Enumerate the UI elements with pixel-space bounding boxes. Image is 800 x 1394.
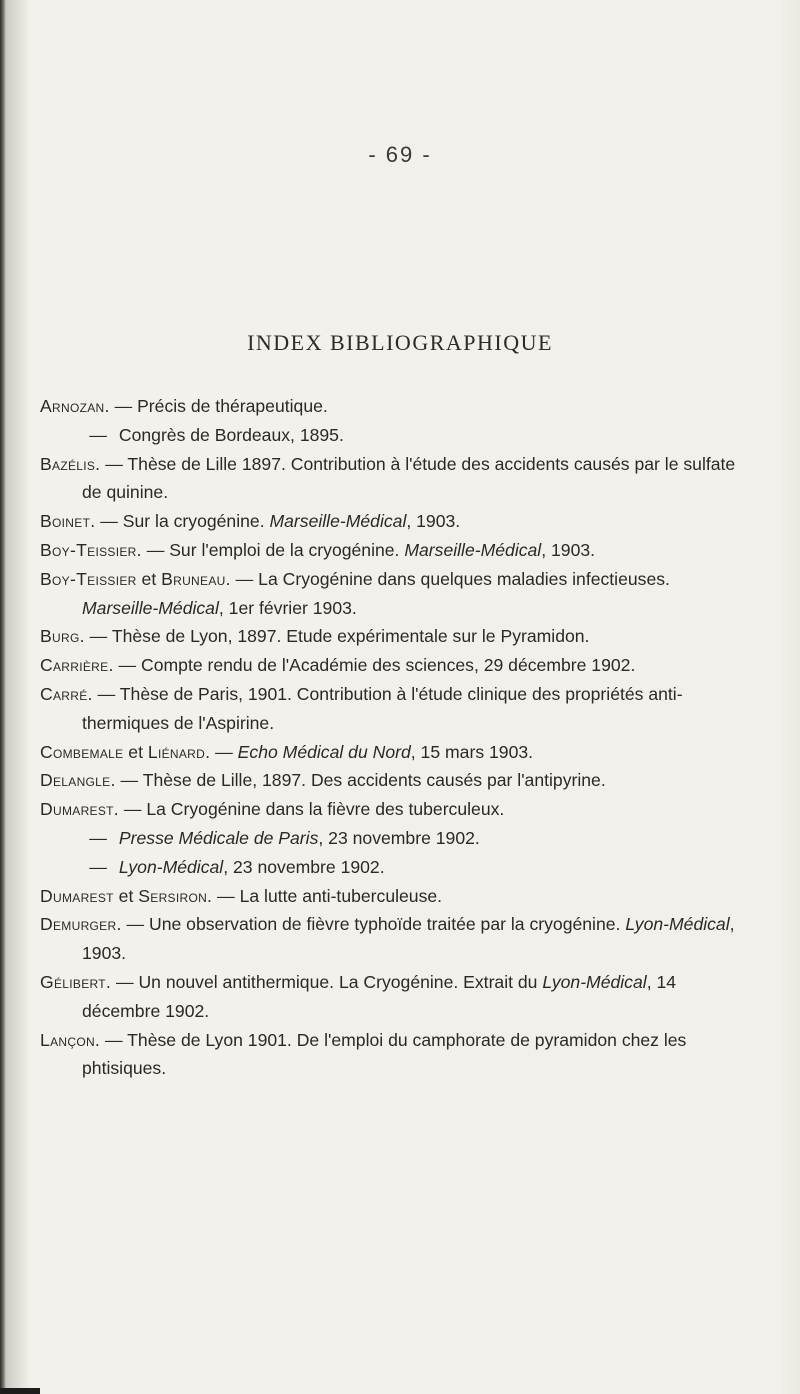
entry-journal: Presse Médicale de Paris xyxy=(118,827,319,848)
entry-text: — Thèse de Lyon 1901. De l'emploi du camphorate de pyramidon chez les phtisiques. xyxy=(82,1029,687,1079)
bibliography-list xyxy=(40,392,750,1083)
entry-text: — Un nouvel antithermique. La Cryogénine. Extrait du xyxy=(111,971,543,992)
entry-author: Bazélis. xyxy=(40,453,101,474)
entry-text: — Compte rendu de l'Académie des sciences, 29 décembre 1902. xyxy=(113,655,636,676)
entry-text: et xyxy=(136,568,162,589)
entry-text: et xyxy=(113,885,139,906)
entry-journal: Lyon-Médical xyxy=(118,856,224,877)
entry-author: Delangle. xyxy=(40,770,116,791)
bibliography-entry xyxy=(40,680,750,738)
entry-author: Dumarest. xyxy=(40,799,119,820)
entry-text: — Précis de thérapeutique. xyxy=(109,396,328,416)
entry-author: Boinet. xyxy=(40,511,96,532)
entry-text: — Une observation de fièvre typhoïde traitée par la cryogénine. xyxy=(121,914,626,935)
entry-author: Carré. xyxy=(40,683,93,704)
entry-text: — Thèse de Lille, 1897. Des accidents causés par l'antipyrine. xyxy=(115,770,606,791)
entry-author: Dumarest xyxy=(40,885,114,906)
entry-text: , 15 mars 1903. xyxy=(410,741,534,762)
entry-text: — Sur l'emploi de la cryogénine. xyxy=(141,539,405,560)
entry-text: , 23 novembre 1902. xyxy=(318,827,480,848)
entry-author: Gélibert. xyxy=(40,971,112,992)
bibliography-entry xyxy=(40,1026,750,1084)
entry-author: Boy-Teissier xyxy=(40,568,137,589)
entry-journal: Echo Médical du Nord xyxy=(237,741,411,762)
entry-text: , 1903. xyxy=(541,539,596,560)
entry-text: — Thèse de Lille 1897. Contribution à l'étude des accidents causés par le sulfate de quinine. xyxy=(82,453,736,503)
bibliography-entry xyxy=(40,853,750,882)
entry-text: , 23 novembre 1902. xyxy=(223,856,385,877)
bibliography-entry xyxy=(40,622,750,651)
bibliography-entry xyxy=(40,968,750,1026)
entry-journal: Lyon-Médical xyxy=(625,914,730,935)
entry-text: et xyxy=(123,741,148,762)
continuation-dash: — xyxy=(89,856,107,877)
entry-text: , 14 décembre 1902. xyxy=(82,971,677,1021)
bibliography-entry xyxy=(40,565,750,623)
entry-journal: Marseille-Médical xyxy=(269,511,407,532)
bibliography-entry xyxy=(40,507,750,536)
entry-text: — La Cryogénine dans la fièvre des tuberculeux. xyxy=(118,799,505,820)
entry-text: , 1903. xyxy=(82,914,735,964)
bibliography-entry xyxy=(40,450,750,508)
bibliography-entry xyxy=(40,882,750,911)
page-number: - 69 - xyxy=(368,142,432,167)
entry-author: Carrière. xyxy=(40,655,114,676)
entry-text: Congrès de Bordeaux, 1895. xyxy=(114,424,344,445)
entry-journal: Marseille-Médical xyxy=(82,597,219,618)
entry-author: Arnozan. xyxy=(40,396,110,416)
entry-text: , 1903. xyxy=(406,511,461,532)
bibliography-entry xyxy=(40,536,750,565)
gutter-shadow xyxy=(6,0,30,1394)
entry-text: — xyxy=(210,741,238,762)
bibliography-entry xyxy=(40,651,750,680)
page-title: INDEX BIBLIOGRAPHIQUE xyxy=(247,330,553,355)
entry-journal: Marseille-Médical xyxy=(404,539,542,560)
entry-author: Burg. xyxy=(40,626,85,647)
entry-text: — Sur la cryogénine. xyxy=(95,511,270,532)
entry-text: — Thèse de Lyon, 1897. Etude expérimentale sur le Pyramidon. xyxy=(84,626,590,647)
bibliography-entry xyxy=(40,910,750,968)
entry-author: Combemale xyxy=(40,741,124,762)
entry-text: — La Cryogénine dans quelques maladies infectieuses. xyxy=(230,568,670,589)
bibliography-entry xyxy=(40,392,750,421)
bibliography-entry xyxy=(40,421,750,450)
entry-coauthor: Bruneau. xyxy=(161,568,231,589)
scan-corner-mark xyxy=(0,1388,40,1394)
entry-coauthor: Sersiron. xyxy=(138,885,213,906)
bibliography-entry xyxy=(40,766,750,795)
entry-coauthor: Liénard. xyxy=(147,741,211,762)
entry-author: Lançon. xyxy=(40,1029,101,1050)
continuation-dash: — xyxy=(89,424,107,445)
continuation-dash: — xyxy=(89,827,107,848)
bibliography-entry xyxy=(40,795,750,824)
bibliography-entry xyxy=(40,738,750,767)
entry-text: , 1er février 1903. xyxy=(218,597,357,618)
entry-text: — Thèse de Paris, 1901. Contribution à l'étude clinique des propriétés anti-thermiques de l'Aspirine. xyxy=(82,683,683,733)
entry-author: Demurger. xyxy=(40,914,122,935)
entry-journal: Lyon-Médical xyxy=(542,971,647,992)
entry-author: Boy-Teissier. xyxy=(40,539,142,560)
bibliography-entry xyxy=(40,824,750,853)
entry-text: — La lutte anti-tuberculeuse. xyxy=(212,885,443,906)
